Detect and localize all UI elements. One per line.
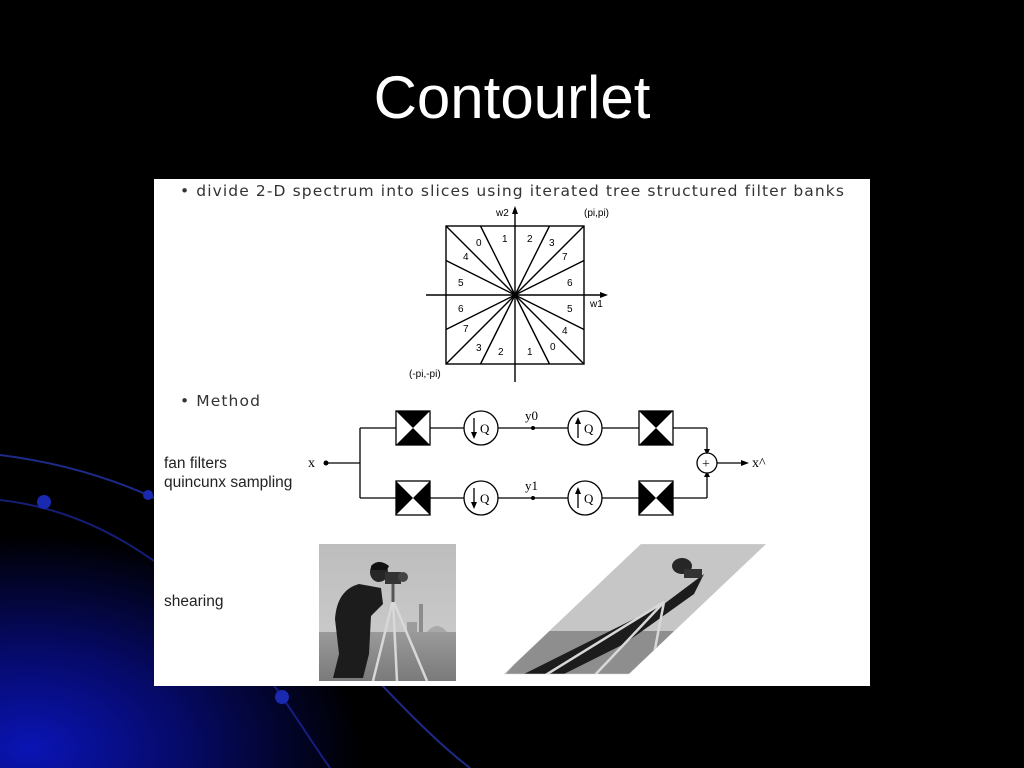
wedge-label: 6 [458,304,464,315]
wedge-label: 0 [476,238,482,249]
wedge-label: 2 [527,234,533,245]
fan-filter-box [639,411,673,445]
content-panel [154,179,870,686]
wedge-label: 7 [463,324,469,335]
wedge-label: 1 [502,234,508,245]
axis-w2-label: w2 [496,208,509,219]
corner-label-pi-pi: (pi,pi) [584,208,610,219]
downsampler-q [464,481,498,515]
adder-node [697,453,717,473]
cameraman-image [319,544,456,681]
shearing-label: shearing [164,593,224,610]
wedge-label: 4 [562,326,568,337]
bullet-method: • Method [180,392,262,410]
wedge-label: 7 [562,252,568,263]
fan-filter-box [639,481,673,515]
output-xhat-label: x^ [752,456,766,471]
decor-dot [37,495,51,509]
fan-filter-box [396,411,430,445]
wedge-label: 4 [463,252,469,263]
svg-text:Q: Q [480,421,490,436]
y0-label: y0 [525,408,538,423]
wedge-label: 1 [527,347,533,358]
upsampler-q [568,481,602,515]
y0-node [531,426,535,430]
wedge-label: 0 [550,342,556,353]
slide-title: Contourlet [373,64,651,131]
svg-text:Q: Q [584,491,594,506]
svg-text:Q: Q [584,421,594,436]
upsampler-q [568,411,602,445]
fan-filters-label: fan filters [164,455,227,472]
decor-dot [143,490,153,500]
y1-node [531,496,535,500]
bullet-divide-spectrum: • divide 2-D spectrum into slices using iterated tree structured filter banks [180,182,846,200]
axis-w1-label: w1 [590,299,603,310]
quincunx-label: quincunx sampling [164,474,293,491]
y1-label: y1 [525,478,538,493]
svg-text:Q: Q [480,491,490,506]
corner-label-minus-pi: (-pi,-pi) [409,369,441,380]
fan-filter-box [396,481,430,515]
wedge-label: 3 [549,238,555,249]
frequency-partition-diagram [404,204,624,389]
wedge-label: 3 [476,343,482,354]
wedge-label: 5 [567,304,573,315]
input-x-label: x [308,456,315,471]
svg-text:+: + [702,457,710,472]
downsampler-q [464,411,498,445]
wedge-label: 5 [458,278,464,289]
decor-dot [275,690,289,704]
filter-bank-diagram [304,404,784,524]
wedge-label: 6 [567,278,573,289]
wedge-label: 2 [498,347,504,358]
sheared-cameraman-image [504,544,769,676]
input-node [324,461,329,466]
